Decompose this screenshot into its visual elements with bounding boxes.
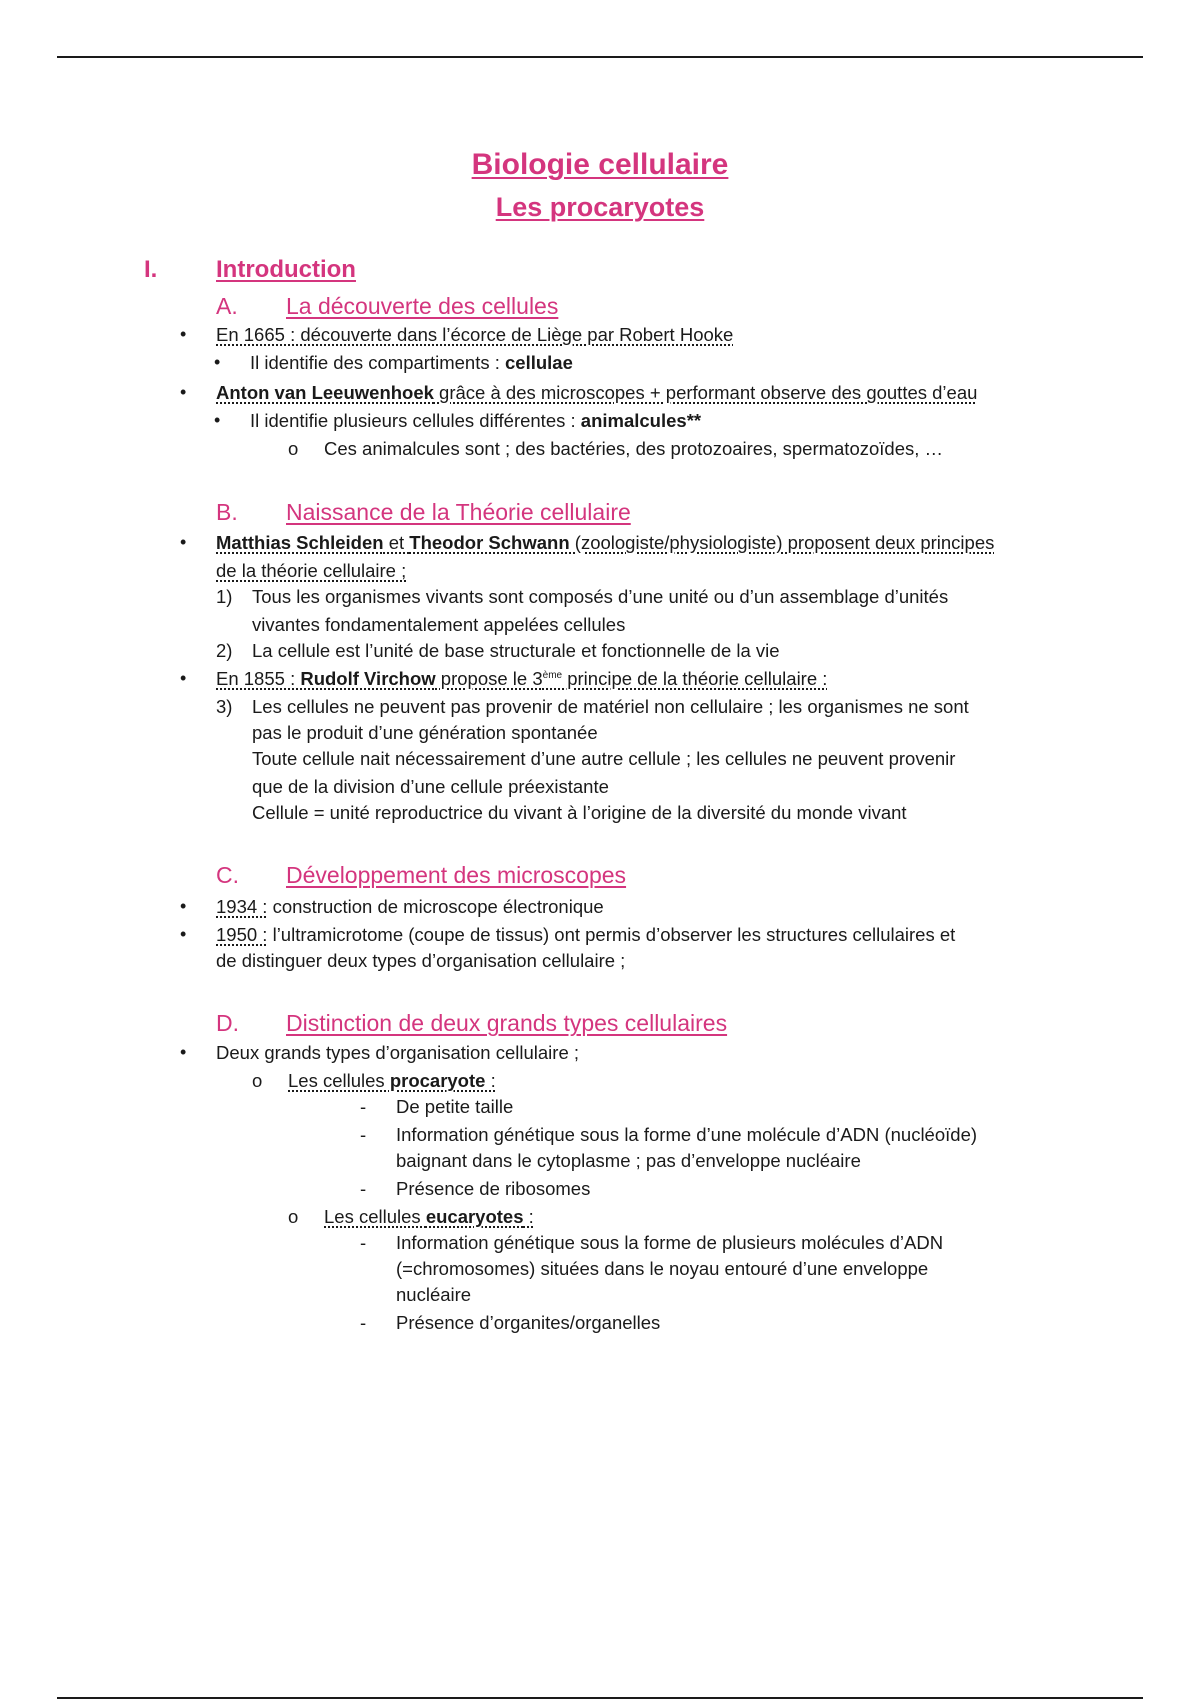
bullet-icon: • bbox=[180, 382, 187, 402]
subsection-title: La découverte des cellules bbox=[286, 293, 559, 319]
section-title: Introduction bbox=[216, 256, 356, 283]
list-item: Information génétique sous la forme d’une molécule d’ADN (nucléoïde) bbox=[396, 1124, 978, 1145]
circle-bullet-icon: o bbox=[252, 1070, 263, 1091]
numbered-item-continuation: vivantes fondamentalement appelées cellules bbox=[252, 614, 626, 635]
bullet-icon: • bbox=[214, 410, 221, 430]
dash-bullet-icon: - bbox=[360, 1178, 367, 1199]
subsection-title: Distinction de deux grands types cellulaires bbox=[286, 1010, 728, 1036]
bullet-icon: • bbox=[180, 1042, 187, 1062]
bullet-icon: • bbox=[180, 532, 187, 552]
numbered-item: Tous les organismes vivants sont composés d’une unité ou d’un assemblage d’unités bbox=[252, 586, 949, 607]
list-number: 2) bbox=[216, 640, 233, 661]
list-item: Anton van Leeuwenhoek grâce à des microscopes + performant observe des gouttes d’eau bbox=[216, 382, 978, 403]
list-item: Ces animalcules sont ; des bactéries, des protozoaires, spermatozoïdes, … bbox=[324, 438, 944, 459]
page-title: Biologie cellulaire bbox=[471, 148, 729, 181]
numbered-item-continuation: que de la division d’une cellule préexistante bbox=[252, 776, 609, 797]
list-number: 3) bbox=[216, 696, 233, 717]
list-item: 1934 : construction de microscope électronique bbox=[216, 896, 604, 917]
circle-bullet-icon: o bbox=[288, 1206, 299, 1227]
list-item-continuation: baignant dans le cytoplasme ; pas d’enveloppe nucléaire bbox=[396, 1150, 861, 1171]
list-item: En 1855 : Rudolf Virchow propose le 3ème principe de la théorie cellulaire : bbox=[216, 668, 828, 689]
numbered-item-continuation: Toute cellule nait nécessairement d’une autre cellule ; les cellules ne peuvent provenir bbox=[252, 748, 956, 769]
list-item: Matthias Schleiden et Theodor Schwann (zoologiste/physiologiste) proposent deux principes bbox=[216, 532, 995, 553]
bullet-icon: • bbox=[180, 896, 187, 916]
list-item: De petite taille bbox=[396, 1096, 514, 1117]
numbered-item: La cellule est l’unité de base structurale et fonctionnelle de la vie bbox=[252, 640, 780, 661]
numbered-item-continuation: Cellule = unité reproductrice du vivant à l’origine de la diversité du monde vivant bbox=[252, 802, 907, 823]
dash-bullet-icon: - bbox=[360, 1232, 367, 1253]
list-item-continuation: (=chromosomes) situées dans le noyau entouré d’une enveloppe bbox=[396, 1258, 929, 1279]
list-item: En 1665 : découverte dans l’écorce de Liège par Robert Hooke bbox=[216, 324, 734, 345]
circle-bullet-icon: o bbox=[288, 438, 299, 459]
subsection-letter: A. bbox=[216, 293, 238, 319]
subsection-letter: B. bbox=[216, 499, 238, 525]
list-item: Présence d’organites/organelles bbox=[396, 1312, 661, 1333]
dash-bullet-icon: - bbox=[360, 1096, 367, 1117]
subsection-letter: C. bbox=[216, 862, 239, 888]
bullet-icon: • bbox=[180, 324, 187, 344]
numbered-item-continuation: pas le produit d’une génération spontanée bbox=[252, 722, 598, 743]
list-item: Présence de ribosomes bbox=[396, 1178, 591, 1199]
list-item: Les cellules eucaryotes : bbox=[324, 1206, 534, 1227]
section-numeral: I. bbox=[144, 256, 158, 283]
list-item: Information génétique sous la forme de plusieurs molécules d’ADN bbox=[396, 1232, 944, 1253]
list-item-continuation: de distinguer deux types d’organisation cellulaire ; bbox=[216, 950, 626, 971]
bullet-icon: • bbox=[180, 924, 187, 944]
subsection-title: Développement des microscopes bbox=[286, 862, 627, 888]
list-item: Les cellules procaryote : bbox=[288, 1070, 496, 1091]
subsection-letter: D. bbox=[216, 1010, 239, 1036]
dash-bullet-icon: - bbox=[360, 1312, 367, 1333]
page-subtitle: Les procaryotes bbox=[495, 192, 705, 222]
dash-bullet-icon: - bbox=[360, 1124, 367, 1145]
subsection-title: Naissance de la Théorie cellulaire bbox=[286, 499, 631, 525]
list-number: 1) bbox=[216, 586, 233, 607]
bullet-icon: • bbox=[180, 668, 187, 688]
list-item: Il identifie plusieurs cellules différentes : animalcules** bbox=[250, 410, 702, 431]
list-item: Deux grands types d’organisation cellulaire ; bbox=[216, 1042, 580, 1063]
list-item-continuation: nucléaire bbox=[396, 1284, 472, 1305]
numbered-item: Les cellules ne peuvent pas provenir de matériel non cellulaire ; les organismes ne sont bbox=[252, 696, 969, 717]
bottom-rule bbox=[57, 1697, 1143, 1699]
list-item: 1950 : l’ultramicrotome (coupe de tissus) ont permis d’observer les structures cellulaires et bbox=[216, 924, 956, 945]
bullet-icon: • bbox=[214, 352, 221, 372]
list-item: Il identifie des compartiments : cellulae bbox=[250, 352, 573, 373]
top-rule bbox=[57, 56, 1143, 58]
list-item-continuation: de la théorie cellulaire ; bbox=[216, 560, 407, 581]
